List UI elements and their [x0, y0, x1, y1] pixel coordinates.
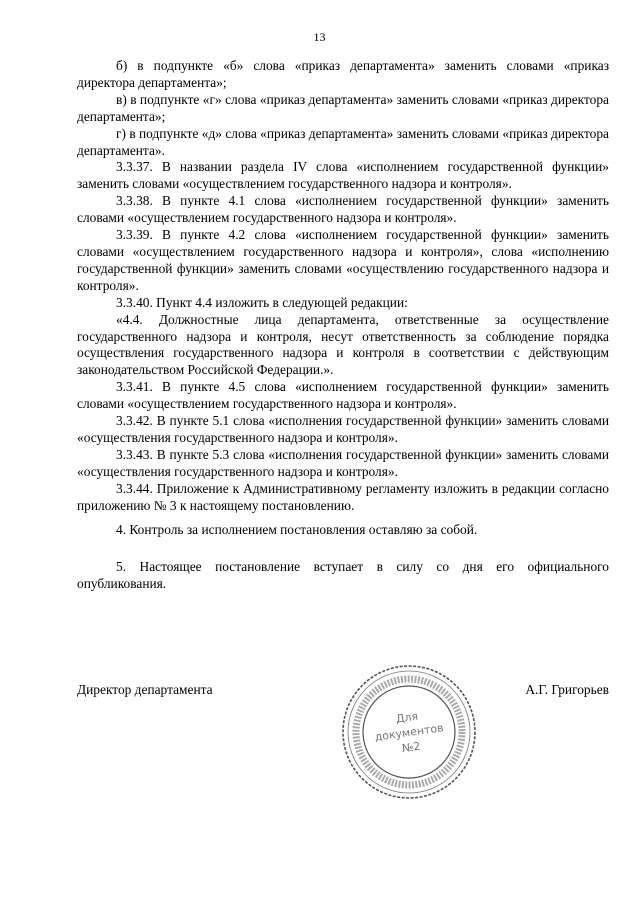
- stamp-line: документов: [373, 721, 445, 744]
- document-body: [77, 58, 609, 593]
- paragraph: 3.3.37. В названии раздела IV слова «исполнением государственной функции» заменить словами «осуществлением государственного надзора и контроля».: [77, 159, 609, 192]
- paragraph: 3.3.41. В пункте 4.5 слова «исполнением государственной функции» заменить словами «осуществлением государственного надзора и контроля».: [77, 379, 609, 412]
- signatory-title: Директор департамента: [77, 682, 213, 697]
- paragraph: 3.3.39. В пункте 4.2 слова «исполнением государственной функции» заменить словами «осуществлением государственного надзора и контроля», слова «исполнению государственной функции» заменить словами «осуществлению государственного надзора и контроля».: [77, 227, 609, 293]
- paragraph: 3.3.43. В пункте 5.3 слова «исполнения государственной функции» заменить словами «осуществления государственного надзора и контроля».: [77, 446, 609, 479]
- official-seal-stamp: [340, 663, 478, 801]
- stamp-line: Для: [395, 709, 419, 726]
- stamp-line: №2: [401, 739, 422, 756]
- paragraph: 3.3.44. Приложение к Административному регламенту изложить в редакции согласно приложению № 3 к настоящему постановлению.: [77, 480, 609, 513]
- paragraph: 4. Контроль за исполнением постановления оставляю за собой.: [116, 522, 478, 538]
- page-number: 13: [313, 30, 326, 44]
- paragraph: «4.4. Должностные лица департамента, ответственные за осуществление государственного надзора и контроля, несут ответственность за соблюдение порядка осуществления государственного надзора и контроля в соответствии с действующим законодательством Российской Федерации.».: [77, 311, 609, 378]
- paragraph: 3.3.42. В пункте 5.1 слова «исполнения государственной функции» заменить словами «осуществления государственного надзора и контроля».: [77, 413, 609, 445]
- paragraph: в) в подпункте «г» слова «приказ департамента» заменить словами «приказ директора департамента»;: [77, 91, 609, 124]
- paragraph: б) в подпункте «б» слова «приказ департамента» заменить словами «приказ директора департамента»;: [77, 58, 609, 90]
- signatory-name: А.Г. Григорьев: [525, 682, 609, 697]
- paragraph: 5. Настоящее постановление вступает в силу со дня его официального опубликования.: [77, 559, 609, 592]
- paragraph: 3.3.38. В пункте 4.1 слова «исполнением государственной функции» заменить словами «осуществлением государственного надзора и контроля».: [77, 193, 609, 226]
- paragraph: г) в подпункте «д» слова «приказ департамента» заменить словами «приказ директора департамента».: [77, 125, 609, 158]
- paragraph: 3.3.40. Пункт 4.4 изложить в следующей редакции:: [116, 294, 408, 310]
